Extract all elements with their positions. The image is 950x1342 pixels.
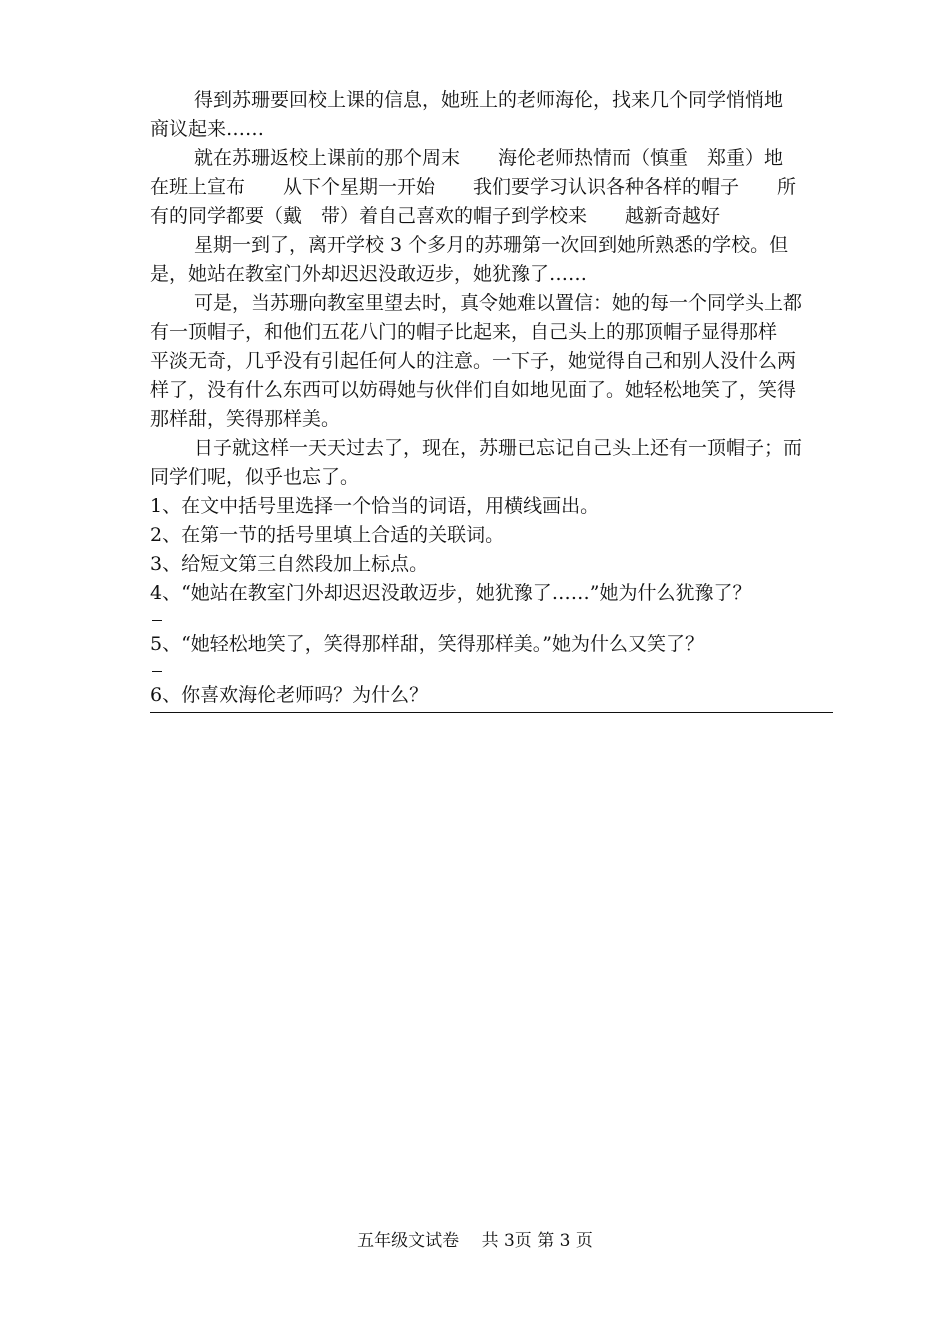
passage-paragraph-4 <box>150 289 870 434</box>
question-6: 6、你喜欢海伦老师吗？为什么？ <box>150 684 429 706</box>
passage-line: 就在苏珊返校上课前的那个周末 海伦老师热情而（慎重 郑重）地 <box>194 147 784 169</box>
answer-underline <box>152 671 162 672</box>
passage-line: 可是，当苏珊向教室里望去时，真令她难以置信：她的每一个同学头上都 <box>194 292 803 314</box>
passage-line: 那样甜，笑得那样美。 <box>150 408 341 430</box>
question-5: 5、“她轻松地笑了，笑得那样甜，笑得那样美。”她为什么又笑了？ <box>150 633 705 655</box>
answer-underline <box>152 620 162 621</box>
passage-line: 商议起来…… <box>150 118 265 140</box>
passage-line: 得到苏珊要回校上课的信息，她班上的老师海伦，找来几个同学悄悄地 <box>194 89 784 111</box>
answer-line-6[interactable] <box>150 712 833 713</box>
passage-line: 在班上宣布 从下个星期一开始 我们要学习认识各种各样的帽子 所 <box>150 176 797 198</box>
passage-line: 是，她站在教室门外却迟迟没敢迈步，她犹豫了…… <box>150 263 588 285</box>
answer-blank-4[interactable] <box>150 608 870 630</box>
question-2: 2、在第一节的括号里填上合适的关联词。 <box>150 524 505 546</box>
question-4: 4、“她站在教室门外却迟迟没敢迈步，她犹豫了……”她为什么犹豫了？ <box>150 582 752 604</box>
passage-line: 有的同学都要（戴 带）着自己喜欢的帽子到学校来 越新奇越好 <box>150 205 721 227</box>
page-footer: 五年级文试卷 共 3页 第 3 页 <box>357 1231 593 1251</box>
passage-line: 星期一到了，离开学校 3 个多月的苏珊第一次回到她所熟悉的学校。但 <box>194 234 789 256</box>
passage-paragraph-2 <box>150 144 870 231</box>
answer-blank-5[interactable] <box>150 659 870 681</box>
passage-paragraph-1 <box>150 86 870 144</box>
worksheet-content <box>150 86 870 713</box>
passage-line: 样了，没有什么东西可以妨碍她与伙伴们自如地见面了。她轻松地笑了，笑得 <box>150 379 797 401</box>
passage-line: 同学们呢，似乎也忘了。 <box>150 466 360 488</box>
question-1: 1、在文中括号里选择一个恰当的词语，用横线画出。 <box>150 495 600 517</box>
passage-line: 日子就这样一天天过去了，现在，苏珊已忘记自己头上还有一顶帽子；而 <box>194 437 803 459</box>
passage-paragraph-5 <box>150 434 870 492</box>
question-3: 3、给短文第三自然段加上标点。 <box>150 553 429 575</box>
passage-line: 有一顶帽子，和他们五花八门的帽子比起来，自己头上的那顶帽子显得那样 <box>150 321 778 343</box>
passage-line: 平淡无奇，几乎没有引起任何人的注意。一下子，她觉得自己和别人没什么两 <box>150 350 797 372</box>
passage-paragraph-3 <box>150 231 870 289</box>
